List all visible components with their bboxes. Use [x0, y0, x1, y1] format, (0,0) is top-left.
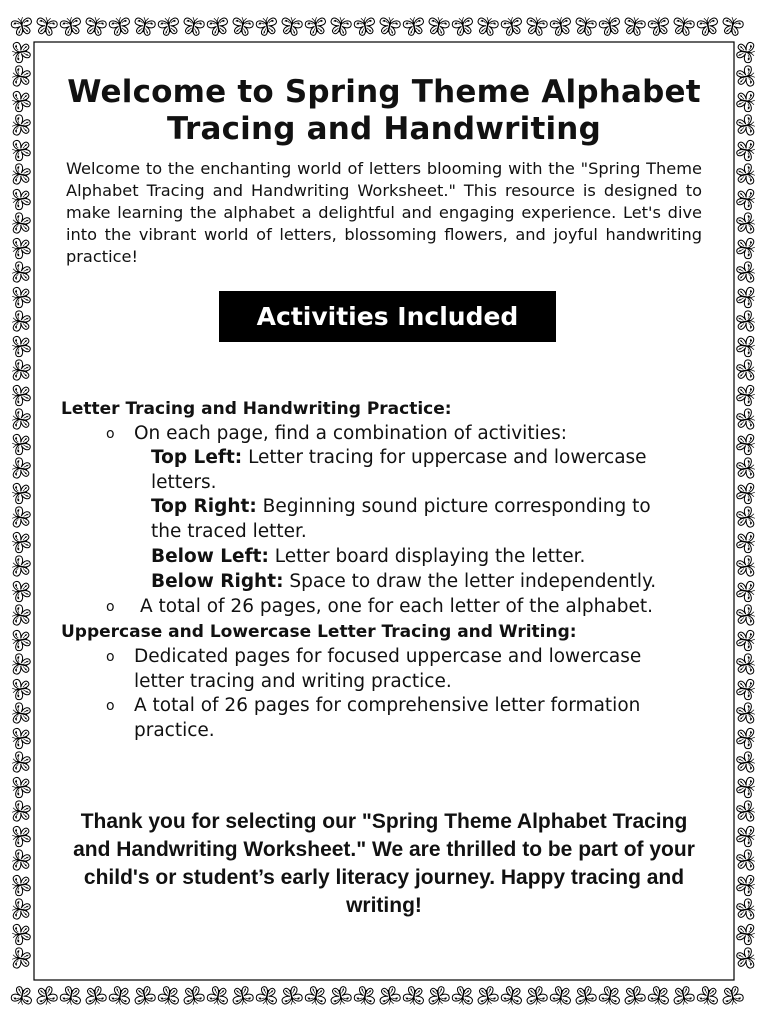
bullet-text-continued: letter tracing and writing practice.: [134, 670, 452, 692]
bullet-26-pages: [106, 595, 653, 620]
thanks-line-2: and Handwriting Worksheet." We are thrilled to be part of your: [73, 838, 695, 861]
bullet-marker: o: [106, 698, 115, 714]
activity-text: Beginning sound picture corresponding to: [256, 496, 651, 517]
bullet-text: Dedicated pages for focused uppercase and lowercase: [134, 646, 642, 667]
bullet-comprehensive-pages: [106, 694, 641, 743]
thanks-line-1: Thank you for selecting our "Spring Theme Alphabet Tracing: [80, 810, 688, 833]
activity-item-top-left: [151, 446, 711, 495]
bullet-combination: [106, 422, 567, 447]
page-title: [60, 74, 708, 148]
bullet-dedicated-pages: [106, 645, 642, 694]
bullet-text: A total of 26 pages, one for each letter of the alphabet.: [140, 596, 653, 617]
activity-text-continued: the traced letter.: [151, 520, 307, 542]
activity-item-top-right: [151, 495, 711, 544]
bullet-marker: o: [106, 426, 115, 442]
activity-item-below-left: [151, 545, 711, 570]
title-line-1: Welcome to Spring Theme Alphabet: [67, 74, 701, 110]
thanks-line-4: writing!: [346, 894, 422, 917]
activity-label: Below Left:: [151, 546, 269, 567]
bullet-text: On each page, find a combination of activities:: [134, 423, 567, 444]
thanks-line-3: child's or student’s early literacy journey. Happy tracing and: [83, 866, 685, 889]
section-heading-upper-lower: Uppercase and Lowercase Letter Tracing and Writing:: [61, 622, 577, 642]
intro-paragraph: Welcome to the enchanting world of letters blooming with the "Spring Theme Alphabet Tracing and Handwriting Worksheet." This resource is designed to make learning the alphabet a delightful and engaging experience. Let's dive into the vibrant world of letters, blossoming flowers, and joyful handwriting practice!: [66, 159, 702, 266]
section-heading-letter-tracing: Letter Tracing and Handwriting Practice:: [61, 399, 452, 419]
bullet-marker: o: [106, 649, 115, 665]
title-line-2: Tracing and Handwriting: [167, 111, 601, 147]
activity-text: Space to draw the letter independently.: [283, 571, 657, 592]
bullet-marker: o: [106, 599, 115, 615]
activity-text: Letter board displaying the letter.: [268, 546, 586, 567]
activity-label: Top Right:: [151, 496, 257, 517]
thank-you-message: [50, 808, 718, 920]
activity-item-below-right: [151, 570, 711, 595]
activities-included-banner: Activities Included: [219, 291, 556, 342]
activity-text-continued: letters.: [151, 471, 217, 493]
activity-label: Top Left:: [151, 447, 243, 468]
bullet-text: A total of 26 pages for comprehensive letter formation: [134, 695, 641, 716]
activity-label: Below Right:: [151, 571, 284, 592]
activity-text: Letter tracing for uppercase and lowercase: [242, 447, 647, 468]
bullet-text-continued: practice.: [134, 719, 215, 741]
